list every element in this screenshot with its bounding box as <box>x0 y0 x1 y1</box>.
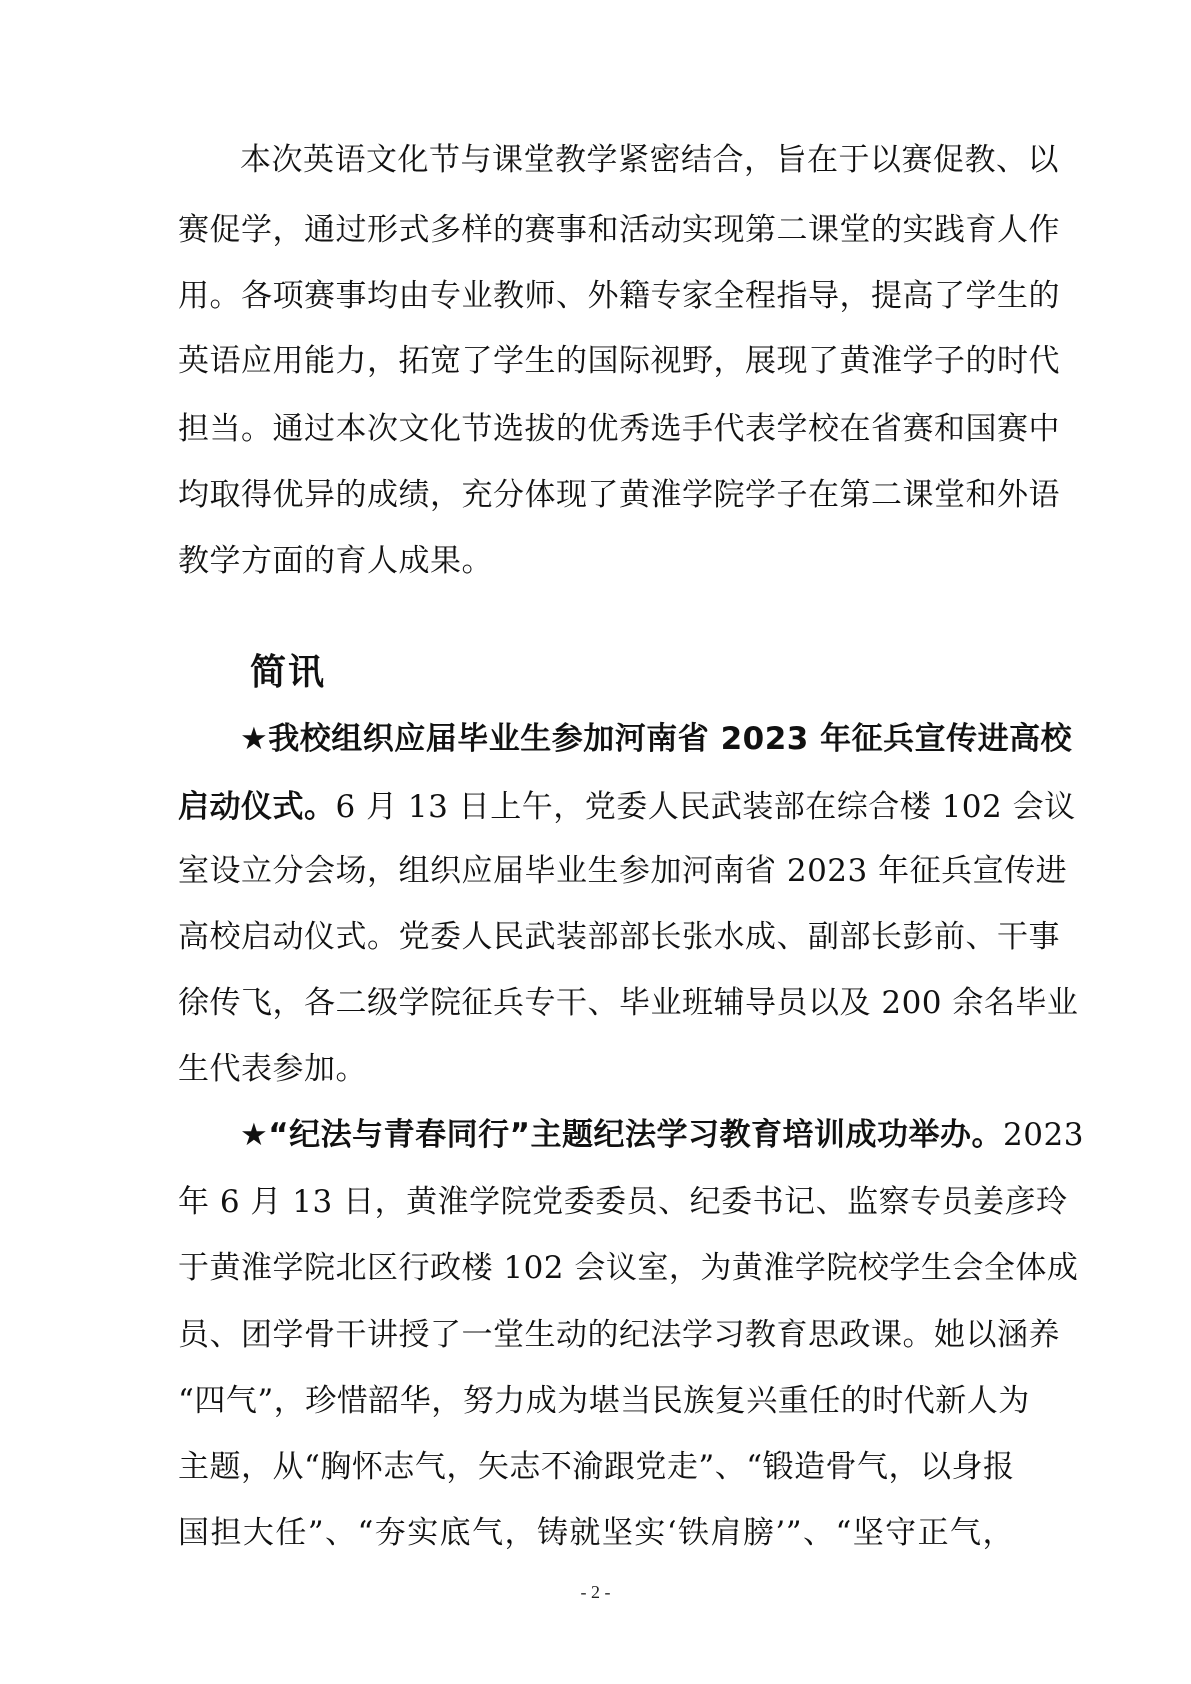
paragraph-line: 国担大任”、“夯实底气，铸就坚实‘铁肩膀’”、“坚守正气， <box>178 1515 1014 1551</box>
paragraph-line: 担当。通过本次文化节选拔的优秀选手代表学校在省赛和国赛中 <box>178 411 1060 447</box>
paragraph-text: 2023 <box>1003 1117 1084 1153</box>
paragraph-line: 赛促学，通过形式多样的赛事和活动实现第二课堂的实践育人作 <box>178 212 1060 248</box>
paragraph-line: 员、团学骨干讲授了一堂生动的纪法学习教育思政课。她以涵养 <box>178 1317 1060 1353</box>
paragraph-line: 高校启动仪式。党委人民武装部部长张水成、副部长彭前、干事 <box>178 919 1060 955</box>
section-heading: 简讯 <box>250 652 327 693</box>
paragraph-text: 6 月 13 日上午，党委人民武装部在综合楼 102 会议 <box>335 789 1076 825</box>
news-item-title: ★我校组织应届毕业生参加河南省 2023 年征兵宣传进高校 <box>240 721 1073 757</box>
paragraph-line <box>240 1110 1084 1160</box>
paragraph-line: 本次英语文化节与课堂教学紧密结合，旨在于以赛促教、以 <box>240 142 1059 178</box>
paragraph-line: 徐传飞，各二级学院征兵专干、毕业班辅导员以及 200 余名毕业 <box>178 985 1079 1021</box>
paragraph-line: 年 6 月 13 日，黄淮学院党委委员、纪委书记、监察专员姜彦玲 <box>178 1184 1068 1220</box>
news-item-title: ★“纪法与青春同行”主题纪法学习教育培训成功举办。 <box>240 1117 1004 1153</box>
paragraph-line: “四气”，珍惜韶华，努力成为堪当民族复兴重任的时代新人为 <box>178 1383 1030 1419</box>
paragraph-line: 均取得优异的成绩，充分体现了黄淮学院学子在第二课堂和外语 <box>178 477 1060 513</box>
paragraph-line: 英语应用能力，拓宽了学生的国际视野，展现了黄淮学子的时代 <box>178 343 1060 379</box>
page-number: - 2 - <box>580 1582 611 1602</box>
paragraph-line <box>178 782 1076 832</box>
paragraph-line: 于黄淮学院北区行政楼 102 会议室，为黄淮学院校学生会全体成 <box>178 1250 1079 1286</box>
paragraph-line: 主题，从“胸怀志气，矢志不渝跟党走”、“锻造骨气，以身报 <box>178 1449 1015 1485</box>
news-item-title-continued: 启动仪式。 <box>178 789 336 825</box>
paragraph-line: 生代表参加。 <box>178 1051 367 1087</box>
paragraph-line: 教学方面的育人成果。 <box>178 543 493 579</box>
paragraph-line: 用。各项赛事均由专业教师、外籍专家全程指导，提高了学生的 <box>178 278 1060 314</box>
paragraph-line: 室设立分会场，组织应届毕业生参加河南省 2023 年征兵宣传进 <box>178 853 1068 889</box>
